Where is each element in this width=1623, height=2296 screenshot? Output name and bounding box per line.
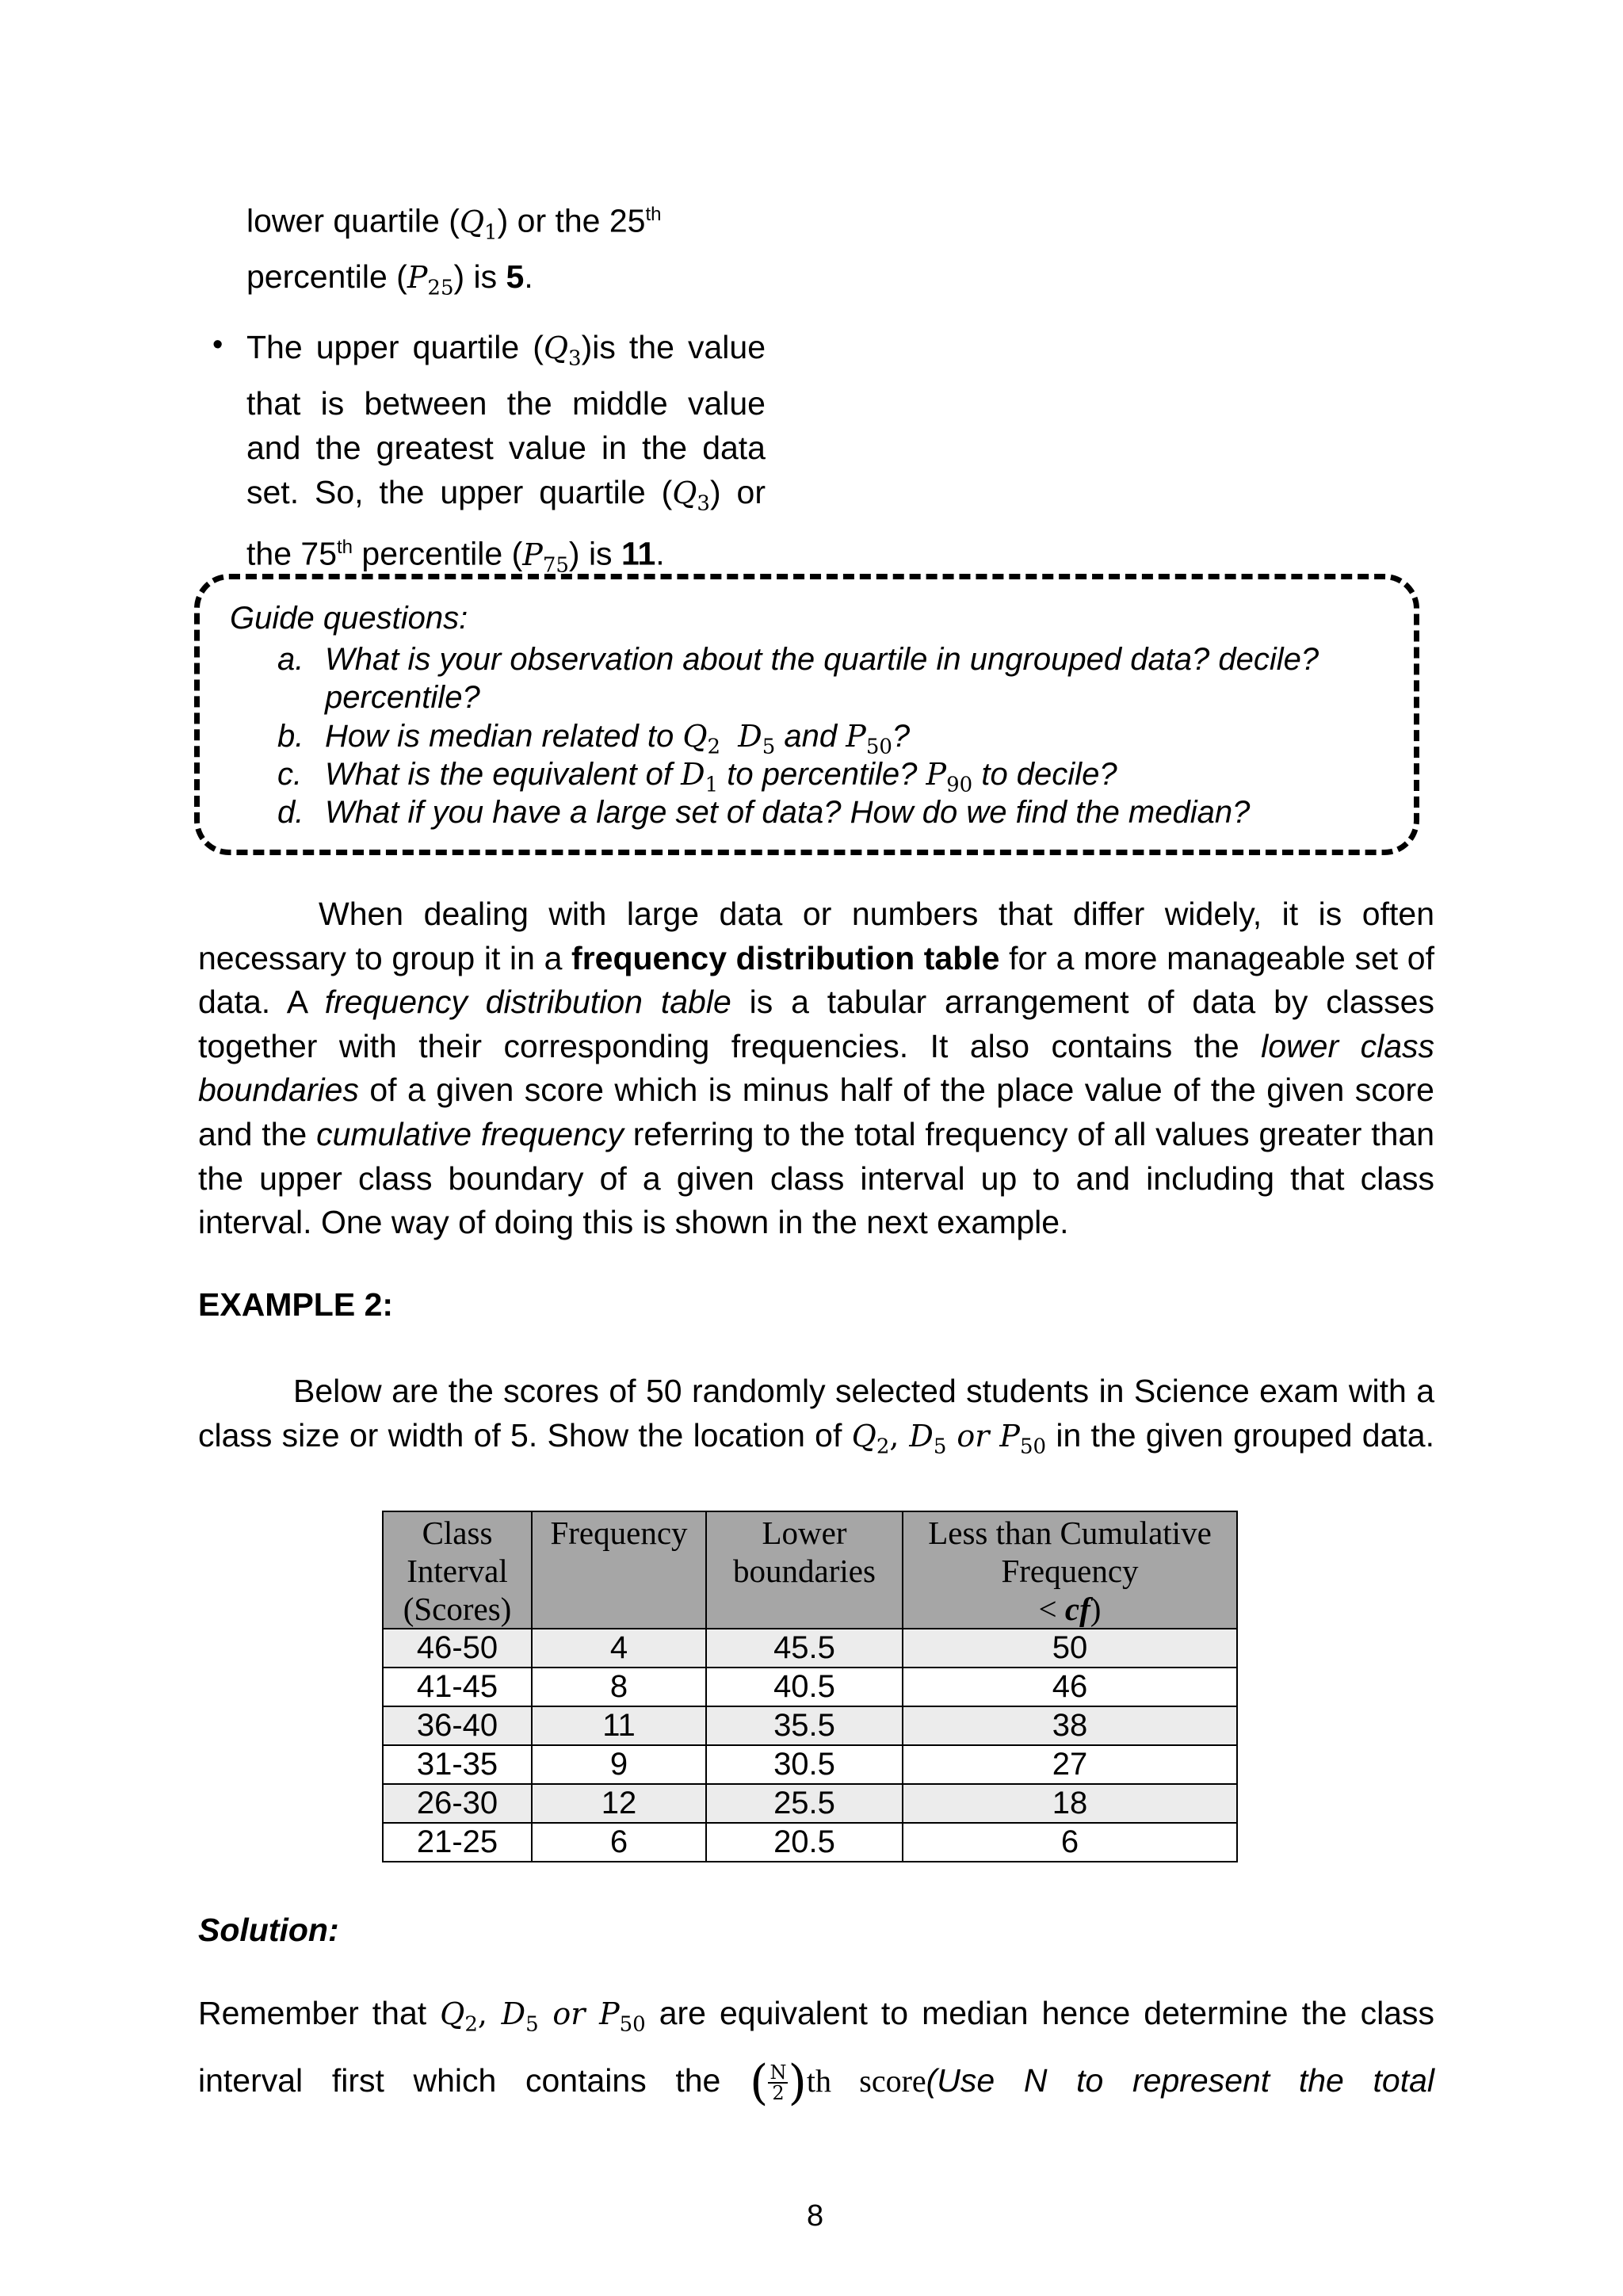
upper-quartile-bullet: The upper quartile $(Q_3)is$ the value that is between the middle value and the greatest value in the data set. So, the upper quartile $(Q_3)$ or the 75th percentile $(P_{75})$ is 11. xyxy=(246,329,766,578)
intro-line-1: lower quartile $(Q_1)$ or the 25th xyxy=(246,202,662,245)
bullet-icon: • xyxy=(212,328,223,361)
frequency-distribution-paragraph: When dealing with large data or numbers that differ widely, it is often necessary to group it in a frequency distribution table for a more manageable set of data. A frequency distribution table is a tabular arrangement of data by classes together with their corresponding frequencies. It also contains the lower class boundaries of a given score which is minus half of the place value of the given score and the cumulative frequency referring to the total frequency of all values greater than the upper class boundary of a given class interval up to and including that class interval. One way of doing this is shown in the next example. xyxy=(198,896,1435,1241)
table-row: 26-30 12 25.5 18 xyxy=(383,1784,1237,1823)
table-row: 36-40 11 35.5 38 xyxy=(383,1706,1237,1745)
guide-questions-title: Guide questions: xyxy=(230,601,468,636)
example-intro: Below are the scores of 50 randomly selected students in Science exam with a class size or width of 5. Show the location of $Q_2$, $D_5$ or $P_{50}$ in the given grouped data. xyxy=(198,1373,1434,1459)
table-row: 21-25 6 20.5 6 xyxy=(383,1823,1237,1862)
intro-text xyxy=(246,193,769,311)
header-cumulative-frequency: Less than Cumulative Frequency < cf) xyxy=(903,1511,1237,1629)
page-number: 8 xyxy=(807,2199,824,2233)
solution-heading: Solution: xyxy=(198,1912,339,1948)
table-row: 46-50 4 45.5 50 xyxy=(383,1629,1237,1668)
n-over-2-fraction: ( N 2 ) xyxy=(750,2054,807,2111)
header-frequency: Frequency xyxy=(532,1511,706,1629)
header-lower-boundaries: Lower boundaries xyxy=(706,1511,903,1629)
example-heading: EXAMPLE 2: xyxy=(198,1286,394,1323)
solution-paragraph: Remember that $Q_2$, $D_5$ or $P_{50}$ are equivalent to median hence determine the class interval first which contains the ( N 2 ) th score(Use N to represent the total xyxy=(198,1995,1434,2111)
header-class-interval: Class Interval (Scores) xyxy=(383,1511,532,1629)
intro-line-2: percentile $(P_{25})$ is 5. xyxy=(246,258,533,300)
table-row: 41-45 8 40.5 46 xyxy=(383,1668,1237,1706)
table-header-row xyxy=(383,1511,1237,1629)
q1-symbol: $Q_1$ xyxy=(459,204,498,245)
p25-symbol: $P_{25}$ xyxy=(407,260,454,300)
table-row: 31-35 9 30.5 27 xyxy=(383,1745,1237,1784)
frequency-distribution-table xyxy=(382,1511,1238,1862)
